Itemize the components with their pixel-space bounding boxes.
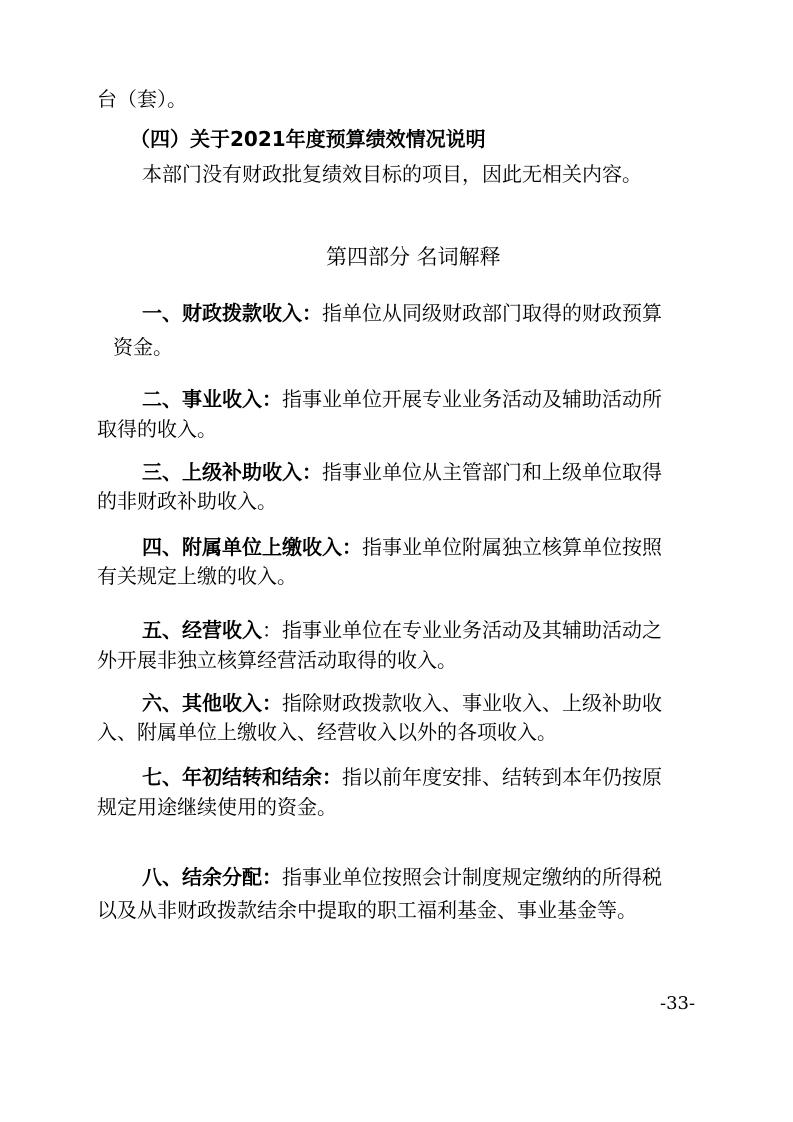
definition-text: 指事业单位附属独立核算单位按照: [362, 535, 662, 559]
definition-term: 一、财政拨款收入：: [142, 301, 322, 325]
definition-1-line2: 资金。: [113, 335, 173, 359]
section4-body: 本部门没有财政批复绩效目标的项目，因此无相关内容。: [142, 162, 642, 186]
definition-6-line2: 入、附属单位上缴收入、经营收入以外的各项收入。: [97, 720, 557, 744]
definition-term: 三、上级补助收入：: [142, 460, 322, 484]
definition-1-line1: [142, 300, 662, 326]
definition-3-line1: [142, 459, 662, 485]
definition-8-line2: 以及从非财政拨款结余中提取的职工福利基金、事业基金等。: [97, 898, 637, 922]
definition-text: 指事业单位开展专业业务活动及辅助活动所: [282, 387, 662, 411]
definition-4-line2: 有关规定上缴的收入。: [97, 564, 297, 588]
definition-5-line2: 外开展非独立核算经营活动取得的收入。: [97, 648, 457, 672]
section4-heading: （四）关于2021年度预算绩效情况说明: [130, 127, 486, 151]
definition-5-line1: [142, 617, 662, 643]
definition-term: 六、其他收入：: [142, 691, 282, 715]
definition-text: ：指事业单位在专业业务活动及其辅助活动之: [262, 618, 662, 642]
definition-6-line1: [142, 690, 662, 716]
definition-term: 五、经营收入: [142, 618, 262, 642]
definition-3-line2: 的非财政补助收入。: [97, 489, 277, 513]
definition-term: 七、年初结转和结余：: [142, 765, 342, 789]
definition-2-line1: [142, 386, 662, 412]
definition-term: 四、附属单位上缴收入：: [142, 535, 362, 559]
definition-7-line1: [142, 764, 662, 790]
page-number: -33-: [660, 993, 696, 1014]
definition-term: 八、结余分配：: [142, 865, 282, 889]
part-title: 第四部分 名词解释: [326, 245, 501, 269]
definition-text: 指事业单位按照会计制度规定缴纳的所得税: [282, 865, 662, 889]
definition-text: 指单位从同级财政部门取得的财政预算: [322, 301, 662, 325]
definition-text: 指除财政拨款收入、事业收入、上级补助收: [282, 691, 662, 715]
definition-8-line1: [142, 864, 662, 890]
definition-text: 指以前年度安排、结转到本年仍按原: [342, 765, 662, 789]
definition-term: 二、事业收入：: [142, 387, 282, 411]
definition-7-line2: 规定用途继续使用的资金。: [97, 795, 337, 819]
definition-2-line2: 取得的收入。: [97, 417, 217, 441]
definition-text: 指事业单位从主管部门和上级单位取得: [322, 460, 662, 484]
definition-4-line1: [142, 534, 662, 560]
intro-tail-text: 台（套）。: [97, 87, 187, 111]
